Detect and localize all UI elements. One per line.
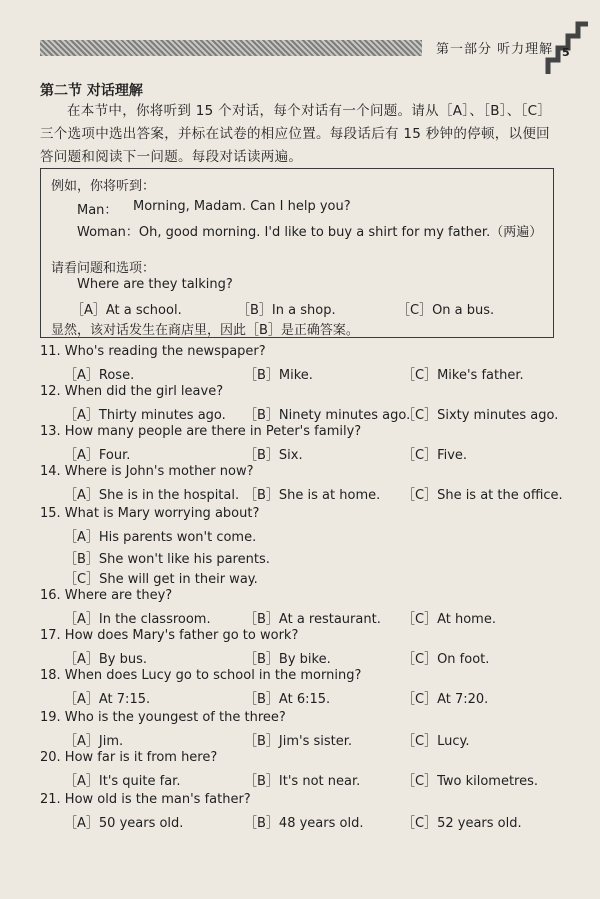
q17-option-a: ［A］By bus. (64, 652, 148, 667)
q12-option-b: ［B］Ninety minutes ago. (244, 408, 411, 423)
q15-option-a: ［A］His parents won't come. (64, 530, 257, 545)
q16-option-c: ［C］At home. (402, 612, 496, 627)
q17-option-c: ［C］On foot. (402, 652, 490, 667)
q14-option-a: ［A］She is in the hospital. (64, 488, 240, 503)
q19-option-a: ［A］Jim. (64, 734, 124, 749)
example-woman-line: Woman：Oh, good morning. I'd like to buy a shirt for my father.（两遍） (77, 225, 543, 240)
q14-option-c: ［C］She is at the office. (402, 488, 563, 503)
question-18: 18. When does Lucy go to school in the morning? (40, 668, 362, 683)
q21-option-c: ［C］52 years old. (402, 816, 522, 831)
example-prompt: 请看问题和选项： (51, 261, 156, 276)
q20-option-a: ［A］It's quite far. (64, 774, 181, 789)
q19-option-c: ［C］Lucy. (402, 734, 470, 749)
q11-option-b: ［B］Mike. (244, 368, 313, 383)
question-17: 17. How does Mary's father go to work? (40, 628, 299, 643)
example-option-a: ［A］At a school. (71, 303, 182, 318)
question-11: 11. Who's reading the newspaper? (40, 344, 266, 359)
q17-option-b: ［B］By bike. (244, 652, 331, 667)
q19-option-b: ［B］Jim's sister. (244, 734, 353, 749)
q16-option-a: ［A］In the classroom. (64, 612, 211, 627)
q13-option-c: ［C］Five. (402, 448, 468, 463)
q13-option-a: ［A］Four. (64, 448, 131, 463)
q21-option-b: ［B］48 years old. (244, 816, 364, 831)
q18-option-c: ［C］At 7:20. (402, 692, 489, 707)
q14-option-b: ［B］She is at home. (244, 488, 381, 503)
example-option-c: ［C］On a bus. (397, 303, 495, 318)
part-title: 第一部分 听力理解 (436, 42, 554, 57)
example-lead: 例如，你将听到： (51, 179, 156, 194)
q20-option-b: ［B］It's not near. (244, 774, 361, 789)
example-conclusion: 显然，该对话发生在商店里，因此［B］是正确答案。 (51, 323, 359, 338)
q11-option-a: ［A］Rose. (64, 368, 135, 383)
q18-option-b: ［B］At 6:15. (244, 692, 331, 707)
q15-option-c: ［C］She will get in their way. (64, 572, 258, 587)
question-12: 12. When did the girl leave? (40, 384, 224, 399)
example-man-line: Morning, Madam. Can I help you? (133, 199, 351, 214)
q13-option-b: ［B］Six. (244, 448, 303, 463)
section-heading: 第二节 对话理解 (40, 83, 143, 99)
question-19: 19. Who is the youngest of the three? (40, 710, 286, 725)
section-intro: 在本节中，你将听到 15 个对话，每个对话有一个问题。请从［A］、［B］、［C］三个选项中选出答案，并标在试卷的相应位置。每段话后有 15 秒钟的停顿，以便回答问题和阅读下一问题。每段对话读两遍。 (40, 103, 552, 165)
q15-option-b: ［B］She won't like his parents. (64, 552, 270, 567)
page-number: 5 (562, 46, 570, 59)
q12-option-c: ［C］Sixty minutes ago. (402, 408, 559, 423)
q12-option-a: ［A］Thirty minutes ago. (64, 408, 226, 423)
q20-option-c: ［C］Two kilometres. (402, 774, 539, 789)
q16-option-b: ［B］At a restaurant. (244, 612, 381, 627)
question-15: 15. What is Mary worrying about? (40, 506, 260, 521)
example-question: Where are they talking? (77, 277, 233, 292)
question-21: 21. How old is the man's father? (40, 792, 251, 807)
q18-option-a: ［A］At 7:15. (64, 692, 151, 707)
question-14: 14. Where is John's mother now? (40, 464, 254, 479)
question-20: 20. How far is it from here? (40, 750, 218, 765)
example-box (40, 168, 554, 338)
q11-option-c: ［C］Mike's father. (402, 368, 524, 383)
question-16: 16. Where are they? (40, 588, 173, 603)
q21-option-a: ［A］50 years old. (64, 816, 184, 831)
example-option-b: ［B］In a shop. (237, 303, 336, 318)
example-man-speaker: Man： (77, 203, 118, 218)
question-13: 13. How many people are there in Peter's family? (40, 424, 362, 439)
header-hatched-bar (40, 40, 422, 56)
